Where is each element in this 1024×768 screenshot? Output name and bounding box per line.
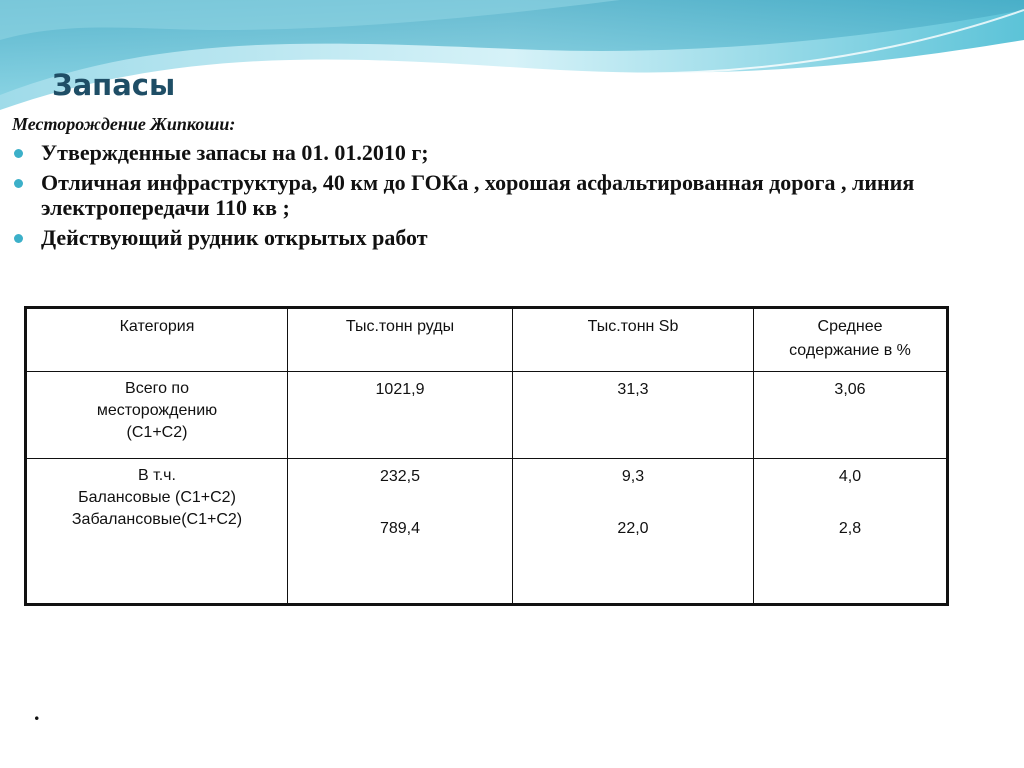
offbalance-sb: 22,0 (617, 520, 649, 537)
total-ore: 1021,9 (288, 372, 513, 459)
balance-ore: 232,5 (379, 468, 421, 485)
header-wave-decoration (0, 0, 1024, 130)
header-avg-line2: содержание в % (789, 342, 911, 359)
total-label-line2: месторождению (96, 402, 218, 419)
total-label-cell (26, 372, 288, 459)
table-row (26, 459, 948, 605)
header-sb: Тыс.тонн Sb (513, 308, 754, 372)
list-item (12, 140, 992, 165)
breakdown-ore-cell (288, 459, 513, 605)
breakdown-sb-cell (513, 459, 754, 605)
total-label-line3: (С1+С2) (126, 424, 188, 441)
offbalance-ore: 789,4 (379, 520, 421, 537)
bullet-list (12, 140, 992, 255)
table-row (26, 372, 948, 459)
bullet-dot-icon (14, 179, 23, 188)
offbalance-avg: 2,8 (838, 520, 862, 537)
reserves-table (24, 306, 949, 606)
balance-label: Балансовые (С1+С2) (78, 489, 236, 506)
total-avg: 3,06 (754, 372, 948, 459)
table-header-row (26, 308, 948, 372)
bullet-text: Действующий рудник открытых работ (41, 225, 428, 250)
bullet-dot-icon (14, 149, 23, 158)
balance-avg: 4,0 (838, 468, 862, 485)
bullet-text: Отличная инфраструктура, 40 км до ГОКа , хорошая асфальтированная дорога , линия электропередачи 110 кв ; (41, 170, 915, 220)
bullet-text: Утвержденные запасы на 01. 01.2010 г; (41, 140, 429, 165)
breakdown-avg-cell (754, 459, 948, 605)
list-item (12, 170, 992, 220)
header-ore: Тыс.тонн руды (288, 308, 513, 372)
slide-subtitle: Месторождение Жипкоши: (12, 114, 236, 134)
breakdown-label-cell (26, 459, 288, 605)
list-item (12, 225, 992, 250)
total-sb: 31,3 (513, 372, 754, 459)
breakdown-intro: В т.ч. (138, 467, 176, 484)
header-avg-line1: Среднее (817, 318, 883, 335)
balance-sb: 9,3 (621, 468, 645, 485)
header-category: Категория (26, 308, 288, 372)
slide-title: Запасы (52, 68, 176, 102)
bullet-dot-icon (14, 234, 23, 243)
offbalance-label: Забалансовые(С1+С2) (71, 511, 243, 528)
header-avg (754, 308, 948, 372)
footer-dot: . (34, 700, 40, 725)
total-label-line1: Всего по (125, 380, 189, 397)
